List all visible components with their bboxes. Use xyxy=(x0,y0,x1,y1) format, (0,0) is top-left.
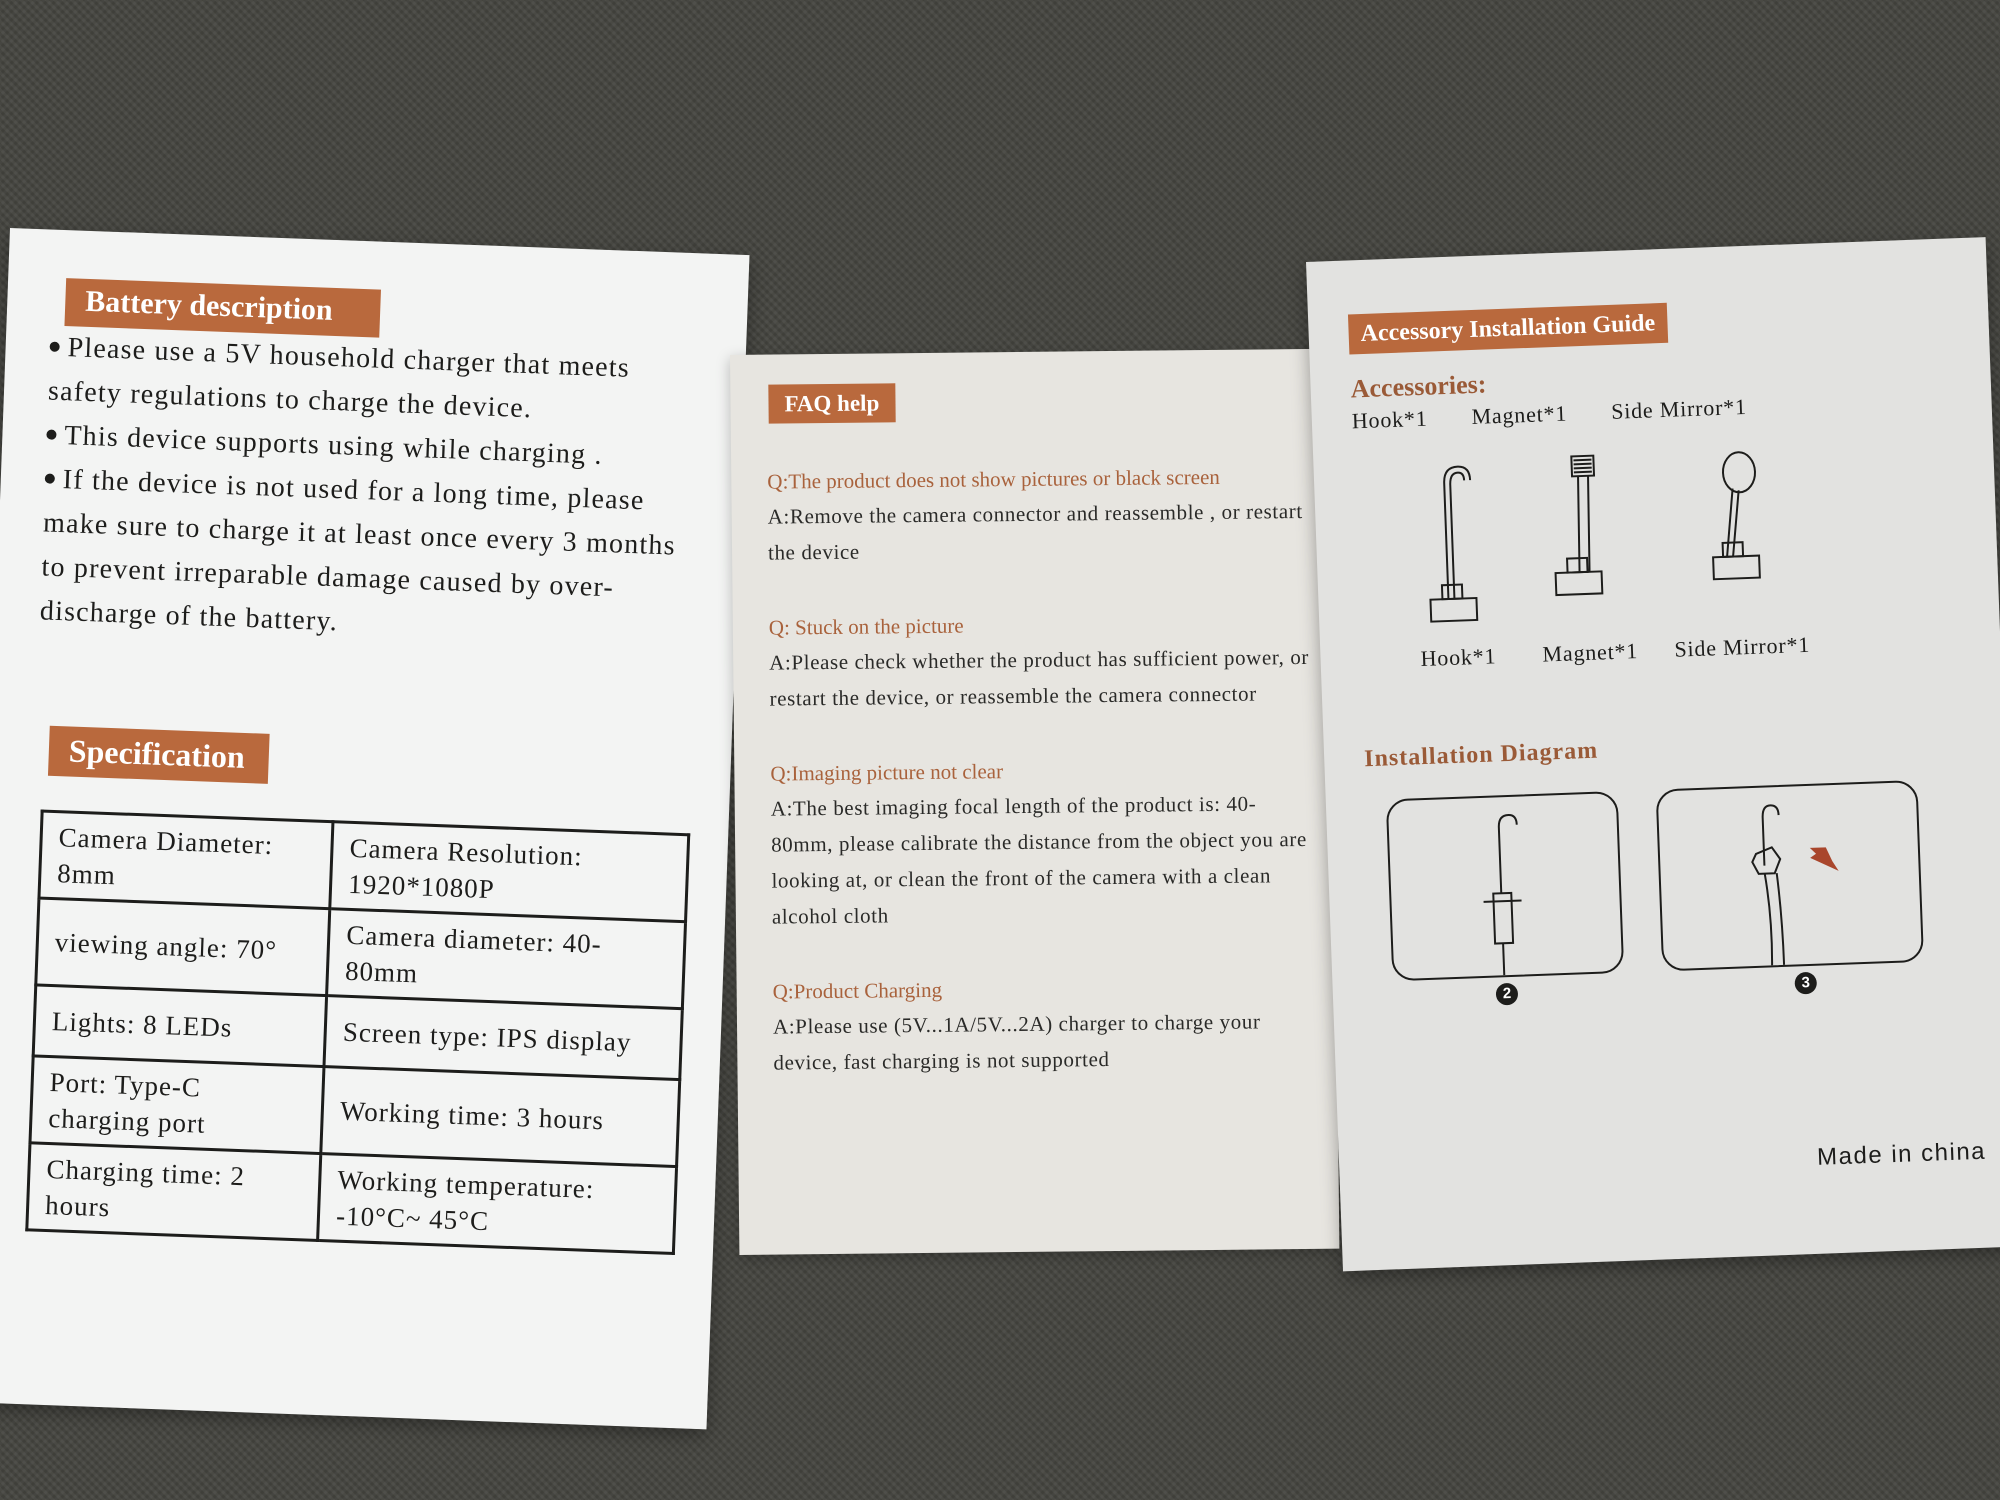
faq-answer: A:Remove the camera connector and reassemble , or restart the device xyxy=(767,499,1303,565)
accessories-line: Hook*1 Magnet*1 Side Mirror*1 xyxy=(1351,393,1748,434)
specification-table xyxy=(25,810,690,1256)
hook-tighten-icon xyxy=(1658,782,1922,969)
step-number-3: 3 xyxy=(1794,972,1817,995)
installation-diagram-title: Installation Diagram xyxy=(1363,737,1599,773)
battery-description xyxy=(39,326,700,658)
faq-answer: A:The best imaging focal length of the product is: 40-80mm, please calibrate the distance from the object you are looking at, or clean the front of the camera with a clean alcohol cloth xyxy=(770,791,1307,929)
faq-question: Q:The product does not show pictures or black screen xyxy=(767,464,1220,494)
spec-cell: Camera Resolution: 1920*1080P xyxy=(330,822,689,922)
bullet-icon xyxy=(50,341,60,351)
battery-bullet: Please use a 5V household charger that meets safety regulations to charge the device. xyxy=(47,332,631,425)
step-number-2: 2 xyxy=(1496,983,1519,1006)
spec-cell: Camera Diameter: 8mm xyxy=(39,811,333,909)
accessory-guide-title: Accessory Installation Guide xyxy=(1348,303,1668,355)
faq-answer: A:Please use (5V...1A/5V...2A) charger to charge your device, fast charging is not supported xyxy=(772,1009,1261,1075)
right-panel xyxy=(1306,237,2000,1271)
spec-cell: Working time: 3 hours xyxy=(321,1067,680,1167)
spec-cell: Working temperature: -10°C~ 45°C xyxy=(318,1154,677,1254)
faq-answer: A:Please check whether the product has sufficient power, or restart the device, or reassemble the camera connector xyxy=(769,644,1310,711)
faq-question: Q:Imaging picture not clear xyxy=(770,759,1004,786)
spec-cell: Screen type: IPS display xyxy=(324,996,682,1080)
spec-cell: Port: Type-C charging port xyxy=(30,1056,324,1154)
accessory-label-side-mirror: Side Mirror*1 xyxy=(1673,631,1811,662)
spec-cell: Lights: 8 LEDs xyxy=(33,985,327,1067)
hook-icon xyxy=(1426,466,1478,622)
left-panel xyxy=(0,228,750,1429)
faq-question: Q:Product Charging xyxy=(772,977,943,1004)
battery-bullet: This device supports using while charging . xyxy=(46,413,697,481)
middle-panel xyxy=(730,349,1339,1255)
accessory-label-hook: Hook*1 xyxy=(1420,643,1497,672)
faq-title: FAQ help xyxy=(768,383,895,423)
bullet-icon xyxy=(46,429,56,439)
hook-install-icon xyxy=(1388,793,1622,979)
magnet-icon xyxy=(1551,455,1602,595)
accessory-label-magnet: Magnet*1 xyxy=(1542,638,1639,667)
bullet-icon xyxy=(45,473,55,483)
accessory-illustrations xyxy=(1403,442,1869,629)
faq-question: Q: Stuck on the picture xyxy=(768,613,964,640)
faq-list xyxy=(767,459,1314,1121)
installation-step-2-diagram xyxy=(1386,791,1625,981)
battery-title: Battery description xyxy=(64,278,381,338)
spec-cell: Charging time: 2 hours xyxy=(27,1143,321,1241)
spec-cell: Camera diameter: 40-80mm xyxy=(327,909,686,1009)
side-mirror-icon xyxy=(1709,452,1760,580)
accessories-label: Accessories: xyxy=(1350,369,1487,404)
spec-cell: viewing angle: 70° xyxy=(36,898,330,996)
specification-title: Specification xyxy=(48,726,270,784)
battery-bullet: If the device is not used for a long time, please make sure to charge it at least once every 3 months to prevent irreparable damage caused by over-discharge of the battery. xyxy=(39,464,677,638)
installation-step-3-diagram xyxy=(1656,780,1924,971)
made-in-label: Made in china xyxy=(1816,1137,1987,1171)
